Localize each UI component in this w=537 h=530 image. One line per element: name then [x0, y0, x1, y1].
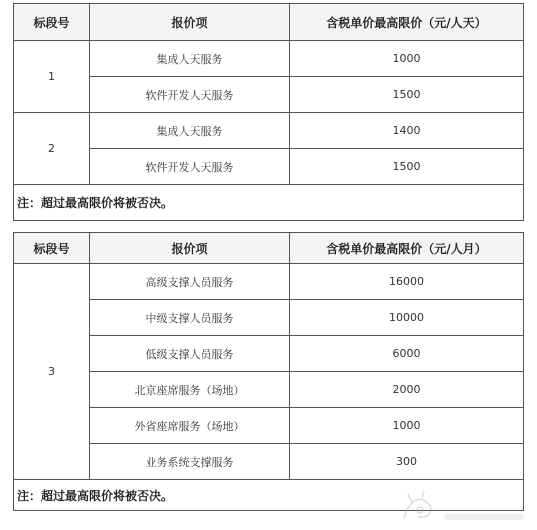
segment-cell: 2: [14, 113, 90, 185]
price-cell: 16000: [290, 264, 524, 300]
price-cell: 1000: [290, 41, 524, 77]
note-text: 注：超过最高限价将被否决。: [14, 480, 524, 511]
item-cell: 低级支撑人员服务: [90, 336, 290, 372]
table-row: [14, 113, 524, 149]
note-row: [14, 185, 524, 221]
table-header-row: [14, 233, 524, 264]
table-row: [14, 444, 524, 480]
price-cell: 300: [290, 444, 524, 480]
table-row: [14, 372, 524, 408]
price-cell: 1500: [290, 149, 524, 185]
item-cell: 北京座席服务（场地）: [90, 372, 290, 408]
price-cell: 10000: [290, 300, 524, 336]
header-segment: 标段号: [14, 4, 90, 41]
note-text: 注：超过最高限价将被否决。: [14, 185, 524, 221]
item-cell: 集成人天服务: [90, 41, 290, 77]
table-row: [14, 41, 524, 77]
segment-cell: 1: [14, 41, 90, 113]
price-cell: 1400: [290, 113, 524, 149]
item-cell: 软件开发人天服务: [90, 77, 290, 113]
table-row: [14, 300, 524, 336]
price-cell: 1500: [290, 77, 524, 113]
price-table-2: [13, 232, 524, 511]
price-table-1: [13, 3, 524, 221]
header-item: 报价项: [90, 233, 290, 264]
item-cell: 集成人天服务: [90, 113, 290, 149]
item-cell: 外省座席服务（场地）: [90, 408, 290, 444]
table-row: [14, 149, 524, 185]
header-price: 含税单价最高限价（元/人月）: [290, 233, 524, 264]
price-cell: 2000: [290, 372, 524, 408]
segment-cell: 3: [14, 264, 90, 480]
item-cell: 业务系统支撑服务: [90, 444, 290, 480]
price-cell: 1000: [290, 408, 524, 444]
table-row: [14, 336, 524, 372]
item-cell: 中级支撑人员服务: [90, 300, 290, 336]
table-row: [14, 77, 524, 113]
item-cell: 软件开发人天服务: [90, 149, 290, 185]
header-item: 报价项: [90, 4, 290, 41]
table-row: [14, 408, 524, 444]
table-header-row: [14, 4, 524, 41]
table-row: [14, 264, 524, 300]
header-price: 含税单价最高限价（元/人天）: [290, 4, 524, 41]
item-cell: 高级支撑人员服务: [90, 264, 290, 300]
header-segment: 标段号: [14, 233, 90, 264]
price-cell: 6000: [290, 336, 524, 372]
watermark-logo: [400, 488, 530, 528]
